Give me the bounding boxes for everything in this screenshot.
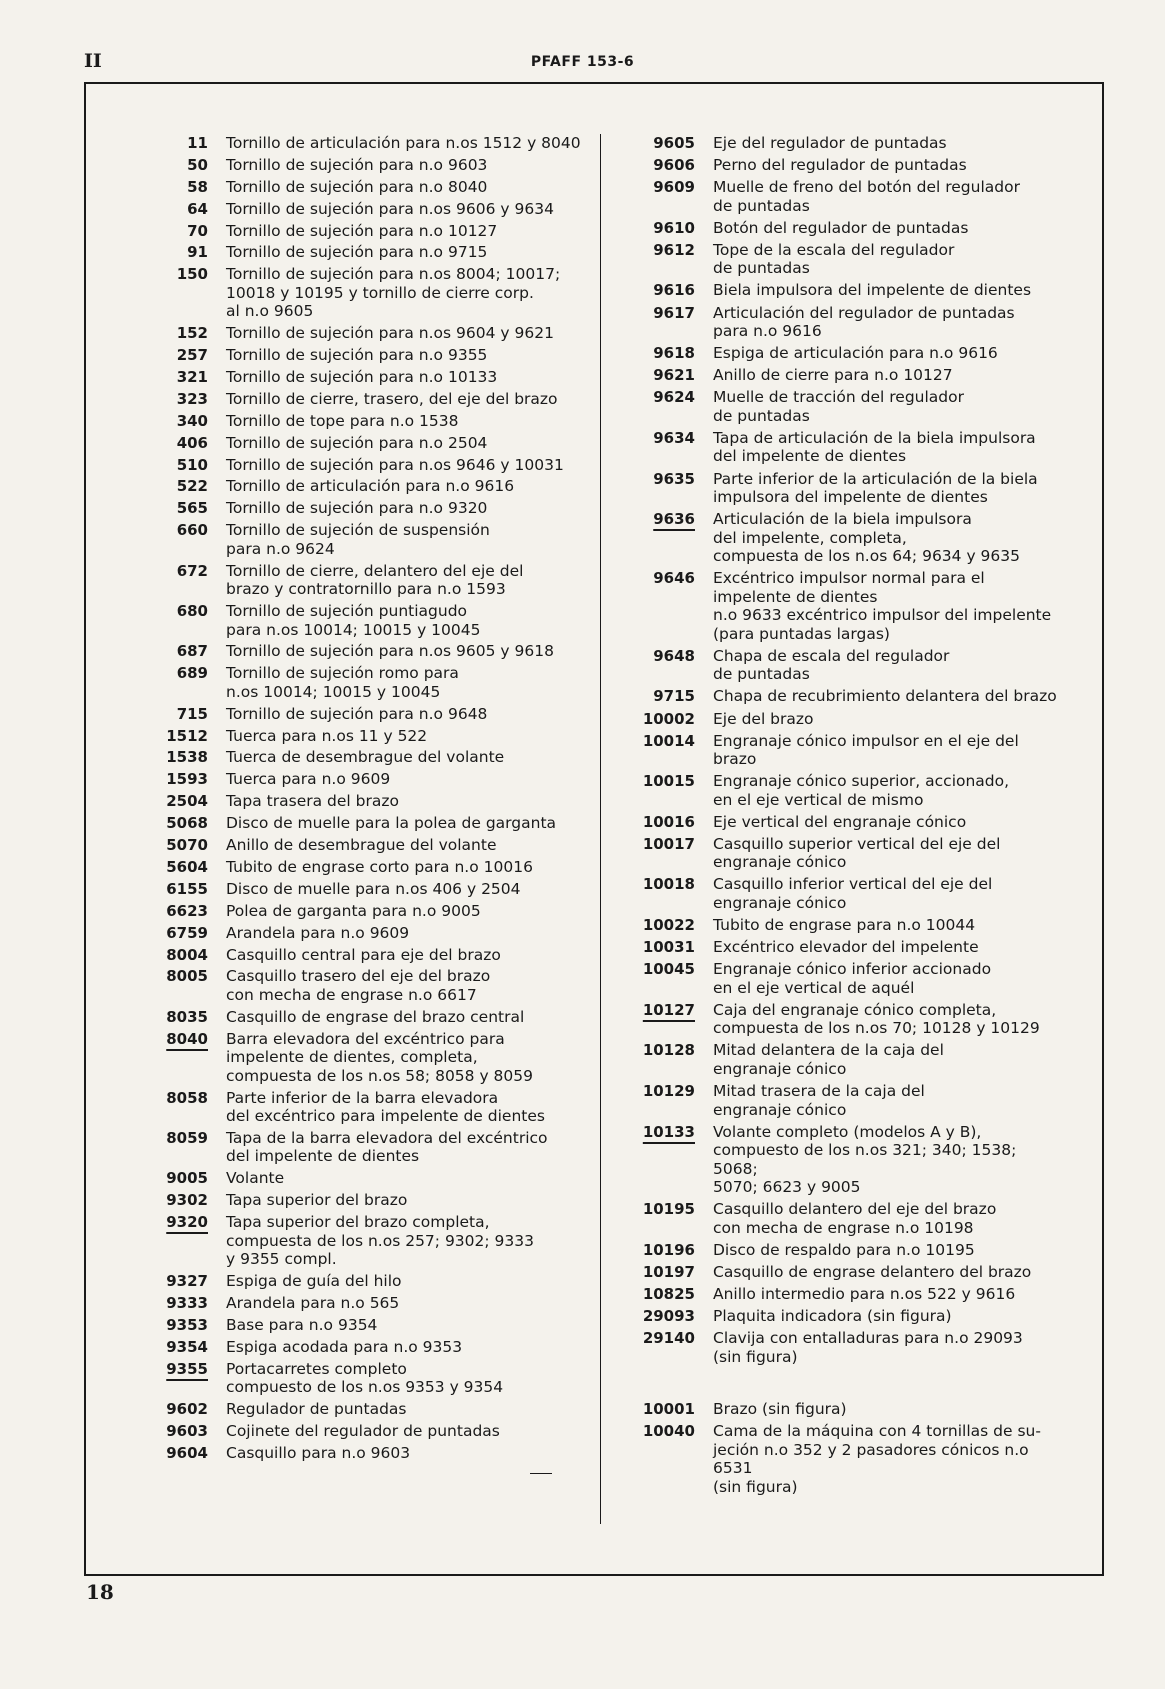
part-entry [150, 967, 590, 1004]
part-number: 10196 [642, 1240, 695, 1259]
part-number: 9602 [166, 1399, 208, 1418]
part-description: Engranaje cónico superior, accionado, en el eje vertical de mismo [713, 772, 1010, 809]
part-entry [635, 647, 1065, 684]
part-description: Articulación del regulador de puntadas para n.o 9616 [713, 303, 1015, 341]
part-number: 10195 [642, 1200, 695, 1219]
part-entry [635, 178, 1065, 215]
part-entry [150, 946, 590, 965]
part-entry [150, 924, 590, 943]
part-entry [635, 241, 1065, 278]
part-entry [635, 344, 1065, 363]
part-description: Articulación de la biela impulsora del impelente, completa, compuesta de los n.os 64; 9634 y 9635 [713, 510, 1021, 566]
part-description: Tubito de engrase corto para n.o 10016 [226, 857, 533, 876]
part-entry [635, 1082, 1065, 1119]
part-entry [635, 813, 1065, 832]
part-number: 152 [176, 324, 208, 343]
part-description: Caja del engranaje cónico completa, compuesta de los n.os 70; 10128 y 10129 [713, 1000, 1040, 1038]
part-entry [635, 960, 1065, 997]
part-entry [150, 1294, 590, 1313]
part-number: 10133 [642, 1122, 695, 1141]
part-number: 6155 [166, 879, 208, 898]
part-description: Tornillo de sujeción para n.o 8040 [226, 177, 488, 196]
part-number: 8005 [166, 967, 208, 986]
part-description: Casquillo trasero del eje del brazo con mecha de engrase n.o 6617 [226, 967, 491, 1004]
part-number: 9603 [166, 1421, 208, 1440]
part-number: 10014 [642, 731, 695, 750]
part-description: Tornillo de sujeción para n.o 10127 [226, 221, 498, 240]
part-number: 672 [176, 561, 208, 580]
part-description: Tornillo de sujeción para n.o 2504 [226, 433, 488, 452]
part-description: Tornillo de articulación para n.os 1512 y 8040 [226, 134, 581, 152]
part-number: 9636 [653, 510, 695, 529]
part-description: Disco de muelle para n.os 406 y 2504 [226, 879, 521, 898]
part-entry [150, 1030, 590, 1086]
part-number: 5070 [166, 836, 208, 855]
part-entry [635, 134, 1065, 153]
part-number: 29140 [642, 1329, 695, 1348]
part-description: Botón del regulador de puntadas [713, 218, 969, 237]
part-entry [635, 916, 1065, 935]
part-description: Chapa de escala del regulador de puntadas [713, 646, 950, 684]
parts-list-left [150, 134, 590, 1466]
part-description: Portacarretes completo compuesto de los n.os 9353 y 9354 [226, 1359, 504, 1397]
part-description: Clavija con entalladuras para n.o 29093 (sin figura) [713, 1329, 1023, 1366]
part-number: 9333 [166, 1293, 208, 1312]
part-entry [150, 748, 590, 767]
part-number: 406 [176, 433, 208, 452]
part-entry [635, 1329, 1065, 1366]
part-entry [150, 499, 590, 518]
part-description: Base para n.o 9354 [226, 1315, 378, 1334]
part-number: 10040 [642, 1422, 695, 1441]
part-description: Disco de muelle para la polea de garganta [226, 814, 557, 833]
parts-list-right [635, 134, 1065, 1500]
part-entry [150, 727, 590, 746]
part-entry [150, 1272, 590, 1291]
part-entry [150, 1129, 590, 1166]
part-description: Muelle de tracción del regulador de puntadas [713, 388, 964, 425]
part-number: 9715 [653, 687, 695, 706]
part-number: 321 [176, 368, 208, 387]
part-description: Mitad delantera de la caja del engranaje cónico [713, 1041, 944, 1078]
part-description: Tornillo de sujeción puntiagudo para n.os 10014; 10015 y 10045 [226, 602, 481, 639]
part-description: Muelle de freno del botón del regulador de puntadas [713, 178, 1020, 215]
part-number: 6759 [166, 923, 208, 942]
part-entry [635, 1307, 1065, 1326]
document-title: PFAFF 153-6 [530, 54, 635, 70]
part-entry [635, 304, 1065, 341]
part-description: Anillo intermedio para n.os 522 y 9616 [713, 1285, 1016, 1303]
part-entry [635, 1241, 1065, 1260]
part-description: Casquillo central para eje del brazo [226, 945, 501, 964]
part-number: 9646 [653, 569, 695, 588]
part-description: Excéntrico elevador del impelente [713, 938, 979, 957]
part-entry [635, 938, 1065, 957]
part-entry [635, 366, 1065, 385]
part-number: 9005 [166, 1169, 208, 1188]
part-number: 50 [187, 155, 208, 174]
part-description: Espiga de articulación para n.o 9616 [713, 344, 998, 363]
part-description: Tapa superior del brazo completa, compuesta de los n.os 257; 9302; 9333 y 9355 compl. [226, 1213, 534, 1269]
part-description: Eje del regulador de puntadas [713, 134, 947, 152]
part-number: 323 [176, 389, 208, 408]
part-description: Tornillo de sujeción para n.os 9606 y 9634 [226, 199, 554, 218]
part-number: 9354 [166, 1337, 208, 1356]
part-number: 9624 [653, 388, 695, 407]
part-number: 689 [176, 664, 208, 683]
part-number: 9635 [653, 469, 695, 488]
part-number: 70 [187, 221, 208, 240]
part-number: 29093 [642, 1307, 695, 1326]
part-number: 10045 [642, 960, 695, 979]
part-number: 8059 [166, 1128, 208, 1147]
part-number: 64 [187, 199, 208, 218]
part-entry [635, 687, 1065, 706]
part-number: 10127 [642, 1000, 695, 1019]
part-entry [150, 346, 590, 365]
part-number: 687 [176, 642, 208, 661]
part-number: 8004 [166, 945, 208, 964]
part-entry [635, 1400, 1065, 1419]
part-number: 9302 [166, 1191, 208, 1210]
part-entry [635, 875, 1065, 912]
part-number: 9621 [653, 366, 695, 385]
part-description: Casquillo para n.o 9603 [226, 1443, 411, 1462]
part-description: Mitad trasera de la caja del engranaje cónico [713, 1082, 925, 1119]
part-description: Disco de respaldo para n.o 10195 [713, 1240, 975, 1259]
part-number: 5068 [166, 814, 208, 833]
part-entry [635, 1285, 1065, 1304]
part-entry [635, 281, 1065, 300]
part-description: Parte inferior de la barra elevadora del excéntrico para impelente de dientes [226, 1088, 545, 1126]
part-number: 10017 [642, 834, 695, 853]
part-number: 9604 [166, 1443, 208, 1462]
part-number: 10002 [642, 709, 695, 728]
part-description: Casquillo inferior vertical del eje del engranaje cónico [713, 875, 993, 912]
part-description: Barra elevadora del excéntrico para impelente de dientes, completa, compuesta de los n.os 58; 8058 y 8059 [226, 1029, 534, 1085]
part-number: 510 [176, 455, 208, 474]
part-entry [150, 902, 590, 921]
part-entry [150, 156, 590, 175]
part-number: 715 [176, 704, 208, 723]
page-number: 18 [86, 1580, 114, 1604]
part-entry [150, 770, 590, 789]
part-number: 10001 [642, 1400, 695, 1419]
part-number: 257 [176, 346, 208, 365]
part-number: 10197 [642, 1262, 695, 1281]
part-entry [635, 835, 1065, 872]
page-header [0, 50, 1165, 80]
part-number: 9353 [166, 1315, 208, 1334]
part-description: Tornillo de sujeción para n.os 8004; 10017; 10018 y 10195 y tornillo de cierre corp. al n.o 9605 [226, 265, 561, 321]
part-number: 8058 [166, 1088, 208, 1107]
part-entry [150, 1008, 590, 1027]
part-description: Tornillo de sujeción para n.o 9648 [226, 704, 488, 723]
part-description: Tapa trasera del brazo [226, 792, 399, 811]
part-number: 8035 [166, 1007, 208, 1026]
part-entry [150, 562, 590, 599]
part-number: 9355 [166, 1359, 208, 1378]
part-description: Tornillo de sujeción para n.o 9355 [226, 346, 488, 365]
part-entry [635, 388, 1065, 425]
part-entry [150, 1169, 590, 1188]
part-entry [635, 1123, 1065, 1197]
part-number: 9327 [166, 1272, 208, 1291]
part-entry [635, 772, 1065, 809]
part-number: 660 [176, 521, 208, 540]
part-number: 9605 [653, 134, 695, 152]
part-description: Tornillo de tope para n.o 1538 [226, 411, 459, 430]
part-entry [150, 390, 590, 409]
part-number: 9648 [653, 646, 695, 665]
part-description: Casquillo superior vertical del eje del engranaje cónico [713, 834, 1001, 872]
part-number: 9612 [653, 240, 695, 259]
part-description: Tornillo de sujeción para n.o 9320 [226, 499, 488, 518]
part-entry [635, 1041, 1065, 1078]
part-number: 9320 [166, 1213, 208, 1232]
part-entry [150, 521, 590, 558]
part-entry [635, 732, 1065, 769]
part-description: Perno del regulador de puntadas [713, 156, 967, 175]
part-entry [150, 1316, 590, 1335]
part-entry [635, 710, 1065, 729]
part-number: 10022 [642, 916, 695, 935]
part-description: Tornillo de sujeción para n.o 9715 [226, 243, 488, 262]
part-entry [635, 429, 1065, 466]
part-entry [150, 456, 590, 475]
part-entry [150, 1213, 590, 1269]
part-number: 1538 [166, 748, 208, 767]
part-description: Chapa de recubrimiento delantera del brazo [713, 687, 1057, 706]
part-entry [150, 324, 590, 343]
part-description: Tornillo de sujeción para n.os 9646 y 10031 [226, 455, 564, 474]
part-number: 1512 [166, 726, 208, 745]
part-entry [150, 1400, 590, 1419]
part-description: Tornillo de sujeción para n.os 9605 y 9618 [226, 642, 554, 661]
part-entry [150, 134, 590, 153]
part-entry [635, 219, 1065, 238]
part-entry [150, 243, 590, 262]
part-entry [635, 470, 1065, 507]
part-description: Tornillo de cierre, trasero, del eje del brazo [226, 389, 558, 408]
part-entry [150, 222, 590, 241]
part-number: 91 [187, 243, 208, 262]
part-entry [635, 569, 1065, 643]
part-number: 9606 [653, 156, 695, 175]
part-description: Casquillo de engrase delantero del brazo [713, 1262, 1032, 1281]
part-number: 10031 [642, 938, 695, 957]
part-description: Casquillo de engrase del brazo central [226, 1007, 525, 1026]
part-number: 5604 [166, 857, 208, 876]
part-number: 10128 [642, 1041, 695, 1060]
part-number: 10018 [642, 875, 695, 894]
part-entry [150, 178, 590, 197]
part-entry [150, 434, 590, 453]
part-number: 9617 [653, 303, 695, 322]
part-number: 680 [176, 602, 208, 621]
part-entry [150, 1191, 590, 1210]
part-number: 58 [187, 177, 208, 196]
column-divider [600, 134, 601, 1524]
part-description: Cojinete del regulador de puntadas [226, 1421, 500, 1440]
part-entry [150, 836, 590, 855]
part-description: Anillo de cierre para n.o 10127 [713, 366, 953, 385]
part-description: Eje vertical del engranaje cónico [713, 812, 967, 831]
part-description: Parte inferior de la articulación de la biela impulsora del impelente de dientes [713, 469, 1038, 507]
part-number: 11 [187, 134, 208, 152]
part-number: 10825 [642, 1285, 695, 1303]
part-number: 340 [176, 411, 208, 430]
part-description: Regulador de puntadas [226, 1399, 407, 1418]
part-number: 2504 [166, 792, 208, 811]
part-description: Arandela para n.o 565 [226, 1293, 400, 1312]
part-number: 6623 [166, 901, 208, 920]
part-description: Tornillo de sujeción de suspensión para n.o 9624 [226, 521, 490, 558]
part-description: Tornillo de sujeción romo para n.os 10014; 10015 y 10045 [226, 664, 459, 701]
part-entry [150, 200, 590, 219]
part-number: 9610 [653, 218, 695, 237]
part-description: Tapa de articulación de la biela impulsora del impelente de dientes [713, 428, 1036, 466]
part-description: Tubito de engrase para n.o 10044 [713, 916, 976, 935]
part-number: 1593 [166, 770, 208, 789]
part-description: Tornillo de cierre, delantero del eje del brazo y contratornillo para n.o 1593 [226, 561, 524, 599]
part-entry [150, 664, 590, 701]
part-description: Volante completo (modelos A y B), compuesto de los n.os 321; 340; 1538; 5068; 5070; 6623 y 9005 [713, 1122, 1017, 1197]
part-description: Tuerca para n.o 9609 [226, 770, 391, 789]
part-description: Cama de la máquina con 4 tornillas de su- jeción n.o 352 y 2 pasadores cónicos n.o 6531 (sin figura) [713, 1422, 1041, 1496]
part-number: 150 [176, 265, 208, 284]
part-entry [150, 1444, 590, 1463]
part-description: Tuerca de desembrague del volante [226, 748, 505, 767]
part-entry [150, 1360, 590, 1397]
part-description: Excéntrico impulsor normal para el impelente de dientes n.o 9633 excéntrico impulsor del impelente (para puntadas largas) [713, 569, 1052, 643]
part-description: Engranaje cónico inferior accionado en el eje vertical de aquél [713, 960, 992, 997]
part-description: Arandela para n.o 9609 [226, 923, 410, 942]
part-description: Plaquita indicadora (sin figura) [713, 1307, 952, 1326]
part-number: 10016 [642, 812, 695, 831]
part-number: 9609 [653, 178, 695, 197]
part-entry [150, 602, 590, 639]
part-description: Biela impulsora del impelente de dientes [713, 281, 1032, 300]
part-entry [150, 1338, 590, 1357]
part-description: Tapa de la barra elevadora del excéntrico del impelente de dientes [226, 1128, 548, 1166]
part-description: Tornillo de articulación para n.o 9616 [226, 477, 515, 496]
part-description: Eje del brazo [713, 709, 814, 728]
part-description: Engranaje cónico impulsor en el eje del brazo [713, 731, 1019, 769]
part-entry [150, 477, 590, 496]
part-number: 8040 [166, 1029, 208, 1048]
part-number: 9618 [653, 344, 695, 363]
part-entry [635, 1200, 1065, 1237]
part-number: 9634 [653, 428, 695, 447]
part-description: Volante [226, 1169, 285, 1188]
part-description: Tuerca para n.os 11 y 522 [226, 726, 428, 745]
section-number: II [84, 50, 102, 72]
part-entry [150, 368, 590, 387]
part-entry [635, 156, 1065, 175]
part-entry [150, 705, 590, 724]
part-number: 565 [176, 499, 208, 518]
stray-rule [530, 1473, 552, 1474]
part-entry [150, 880, 590, 899]
part-entry [635, 510, 1065, 566]
part-description: Tornillo de sujeción para n.o 9603 [226, 155, 488, 174]
part-description: Tope de la escala del regulador de puntadas [713, 240, 955, 278]
part-entry [150, 814, 590, 833]
part-entry [635, 1263, 1065, 1282]
part-entry [150, 265, 590, 321]
part-entry [150, 858, 590, 877]
part-number: 9616 [653, 281, 695, 300]
part-entry [150, 1089, 590, 1126]
part-description: Brazo (sin figura) [713, 1400, 847, 1419]
part-number: 522 [176, 477, 208, 496]
part-number: 10129 [642, 1082, 695, 1101]
part-description: Tornillo de sujeción para n.os 9604 y 9621 [226, 324, 554, 343]
part-description: Espiga acodada para n.o 9353 [226, 1337, 463, 1356]
part-entry [150, 642, 590, 661]
part-number: 10015 [642, 772, 695, 791]
part-description: Anillo de desembrague del volante [226, 836, 497, 855]
part-description: Tornillo de sujeción para n.o 10133 [226, 368, 498, 387]
part-description: Espiga de guía del hilo [226, 1272, 402, 1291]
part-entry [150, 792, 590, 811]
part-description: Tapa superior del brazo [226, 1191, 408, 1210]
part-entry [150, 1422, 590, 1441]
part-entry [635, 1001, 1065, 1038]
part-entry [150, 412, 590, 431]
part-entry [635, 1422, 1065, 1496]
part-description: Polea de garganta para n.o 9005 [226, 901, 481, 920]
part-description: Casquillo delantero del eje del brazo con mecha de engrase n.o 10198 [713, 1200, 997, 1237]
